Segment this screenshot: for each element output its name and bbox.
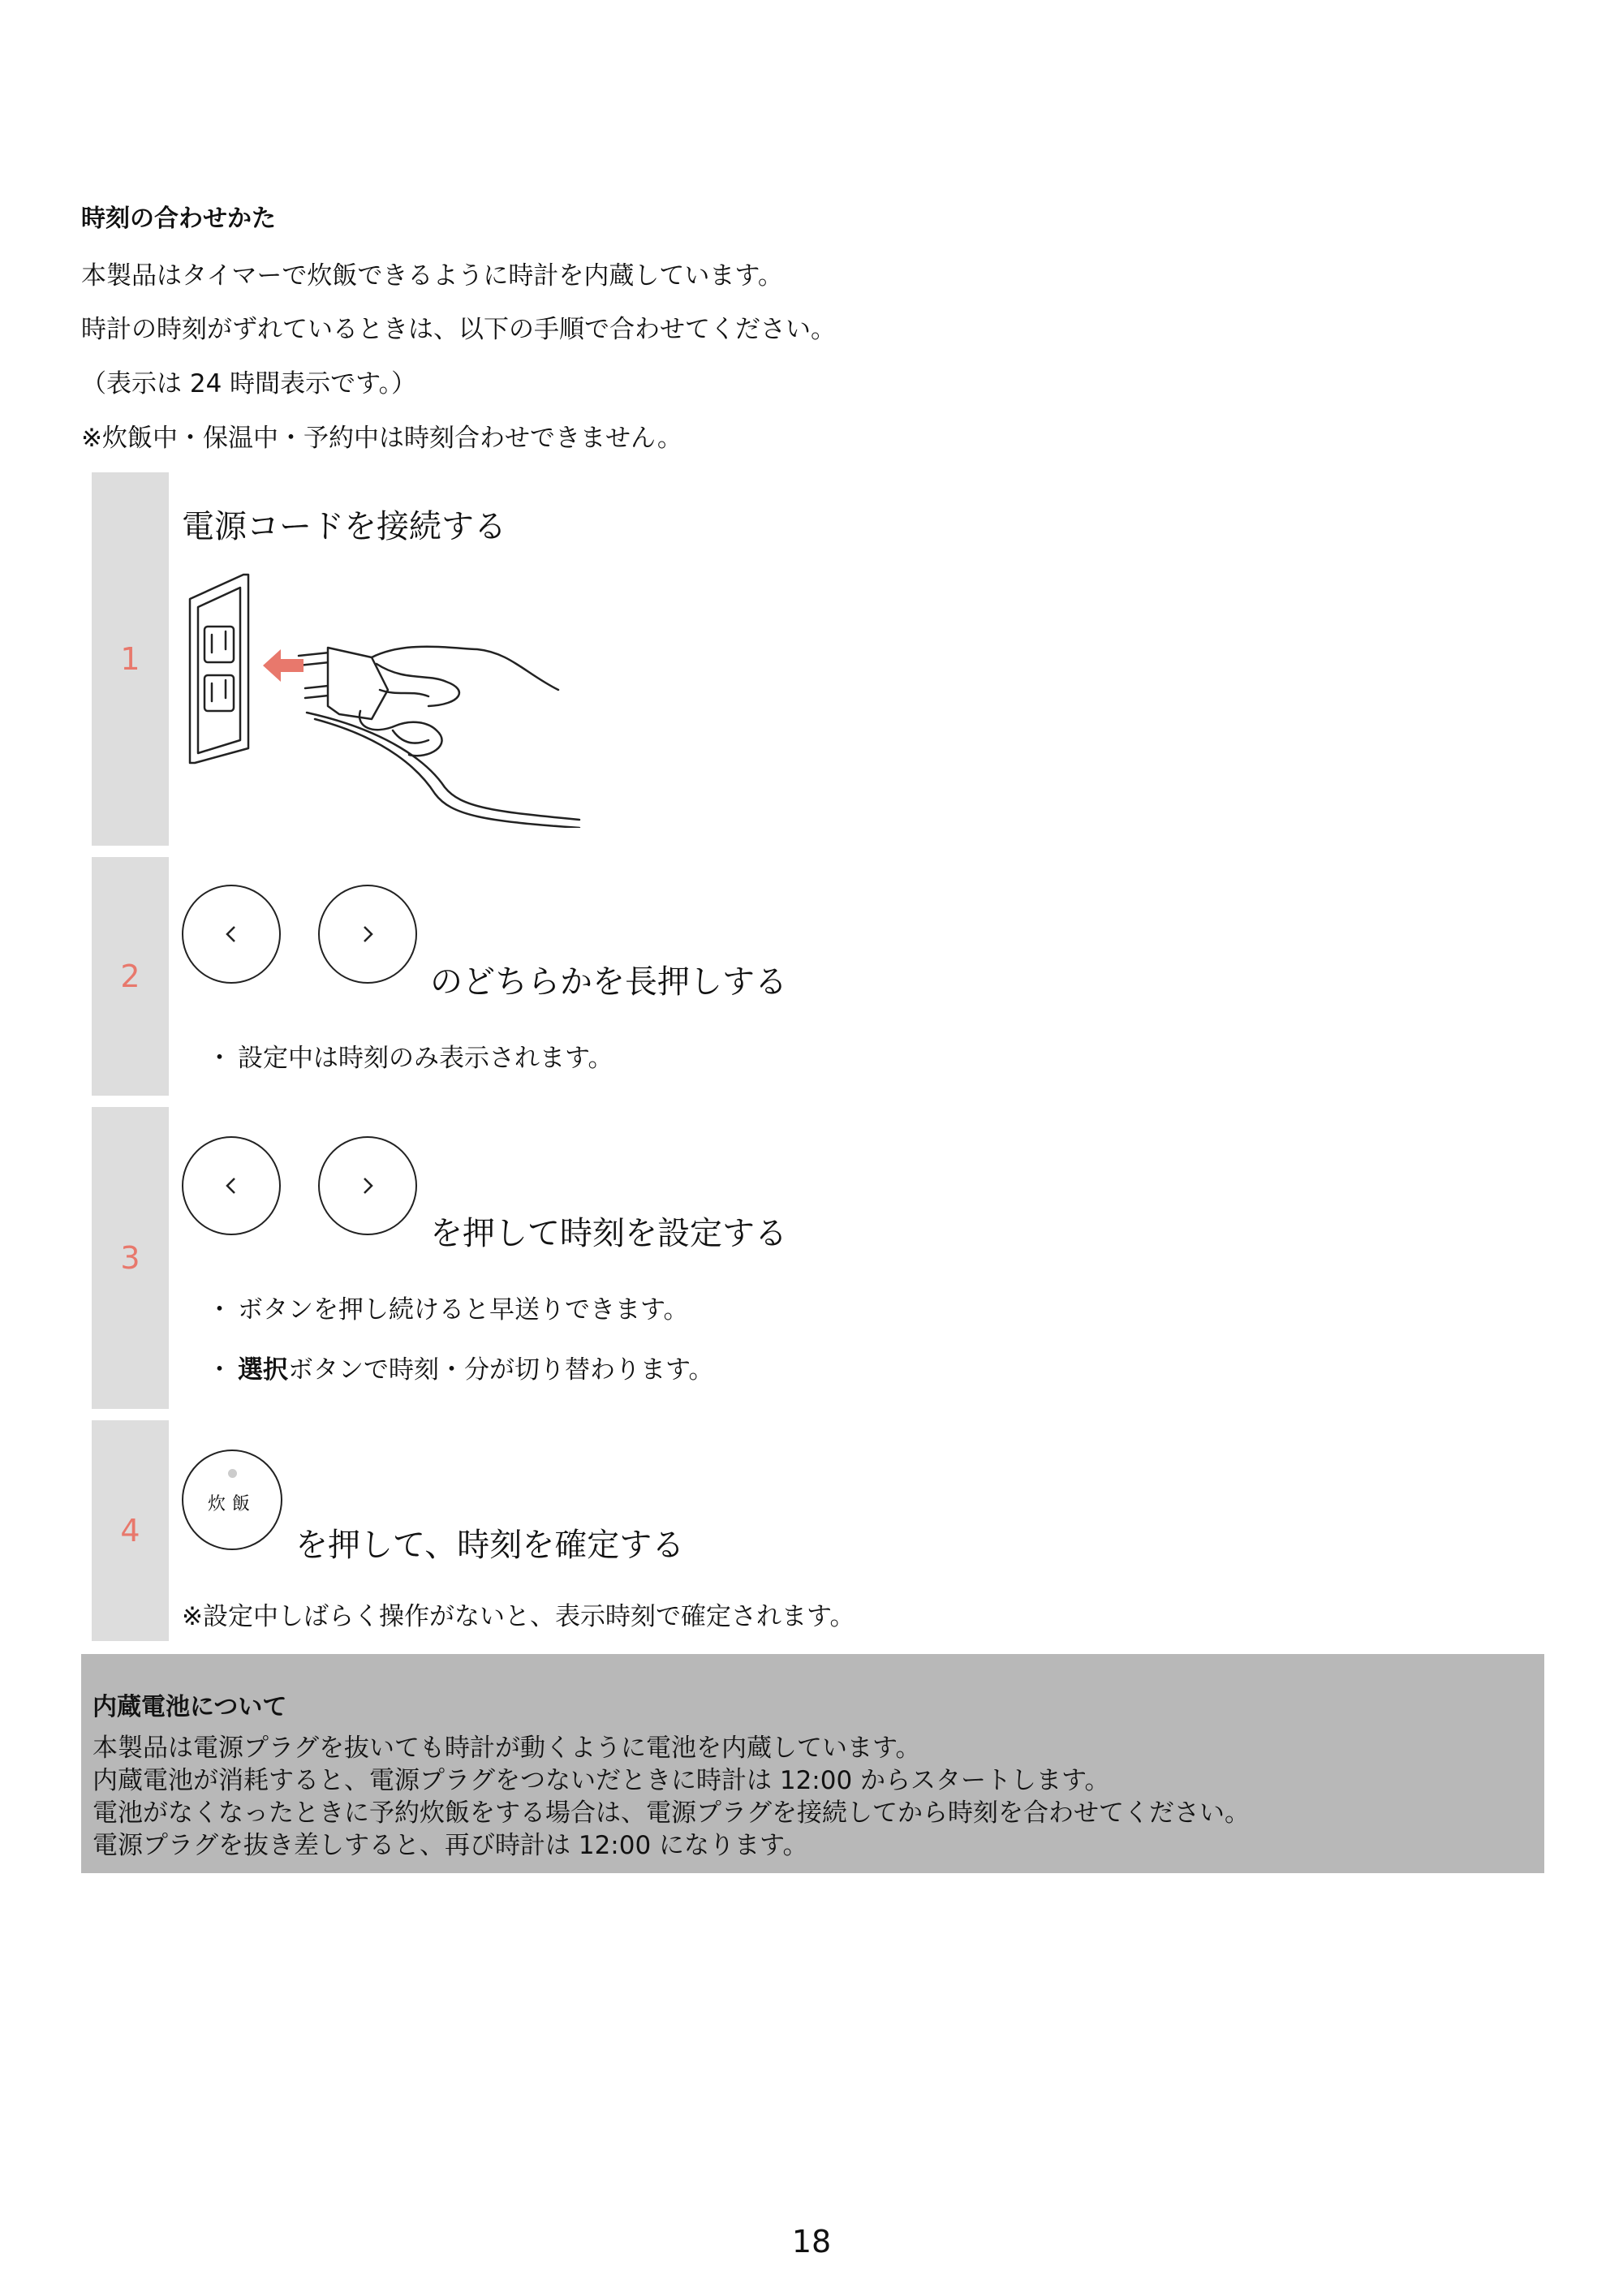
step-number: 3 <box>120 1240 140 1276</box>
bullet-text: 設定中は時刻のみ表示されます。 <box>238 1044 613 1073</box>
step-4-number-column <box>92 1420 169 1641</box>
bullet-symbol: ・ <box>207 1044 232 1073</box>
battery-line: 電池がなくなったときに予約炊飯をする場合は、電源プラグを接続してから時刻を合わせてください。 <box>93 1798 1250 1828</box>
step-2-bullet <box>207 1037 613 1074</box>
left-arrow-button[interactable] <box>182 1136 281 1235</box>
step-4-note: ※設定中しばらく操作がないと、表示時刻で確定されます。 <box>182 1602 855 1631</box>
indicator-led <box>228 1469 237 1478</box>
cook-rice-button-label: 炊飯 <box>207 1494 256 1514</box>
bullet-symbol: ・ <box>207 1355 232 1385</box>
step-2-number-column <box>92 857 169 1096</box>
chevron-left-icon <box>219 1174 243 1198</box>
intro-line: 本製品はタイマーで炊飯できるように時計を内蔵しています。 <box>81 261 783 291</box>
left-arrow-button[interactable] <box>182 885 281 984</box>
step-3-number-column <box>92 1107 169 1409</box>
step-1-number-column <box>92 472 169 846</box>
step-3-bullet <box>207 1289 689 1325</box>
step-number: 2 <box>120 958 140 994</box>
bullet-text: ボタンで時刻・分が切り替わります。 <box>288 1355 714 1385</box>
step-3-title: を押して時刻を設定する <box>430 1215 787 1252</box>
bullet-symbol: ・ <box>207 1295 232 1325</box>
plug-outlet-illustration <box>185 568 591 828</box>
cook-rice-button[interactable] <box>182 1450 282 1550</box>
step-4-title: を押して、時刻を確定する <box>295 1527 685 1564</box>
right-arrow-button[interactable] <box>318 885 417 984</box>
bullet-text: ボタンを押し続けると早送りできます。 <box>238 1295 689 1325</box>
right-arrow-button[interactable] <box>318 1136 417 1235</box>
intro-line: ※炊飯中・保温中・予約中は時刻合わせできません。 <box>81 424 682 453</box>
step-1-title: 電源コードを接続する <box>182 508 506 545</box>
battery-line: 電源プラグを抜き差しすると、再び時計は 12:00 になります。 <box>93 1831 808 1860</box>
chevron-left-icon <box>219 922 243 946</box>
step-number: 4 <box>120 1513 140 1549</box>
chevron-right-icon <box>355 922 380 946</box>
step-number: 1 <box>120 641 140 677</box>
battery-info-box <box>81 1654 1544 1873</box>
battery-line: 本製品は電源プラグを抜いても時計が動くように電池を内蔵しています。 <box>93 1734 921 1763</box>
select-button-label: 選択 <box>238 1355 288 1385</box>
step-3-bullet <box>207 1349 714 1385</box>
step-2-title: のどちらかを長押しする <box>430 963 787 1001</box>
battery-title: 内蔵電池について <box>93 1693 287 1721</box>
page-number: 18 <box>791 2224 832 2259</box>
intro-line: 時計の時刻がずれているときは、以下の手順で合わせてください。 <box>81 315 836 344</box>
intro-line: （表示は 24 時間表示です。） <box>81 369 417 398</box>
chevron-right-icon <box>355 1174 380 1198</box>
battery-line: 内蔵電池が消耗すると、電源プラグをつないだときに時計は 12:00 からスタートします。 <box>93 1766 1110 1795</box>
section-title: 時刻の合わせかた <box>81 205 276 233</box>
